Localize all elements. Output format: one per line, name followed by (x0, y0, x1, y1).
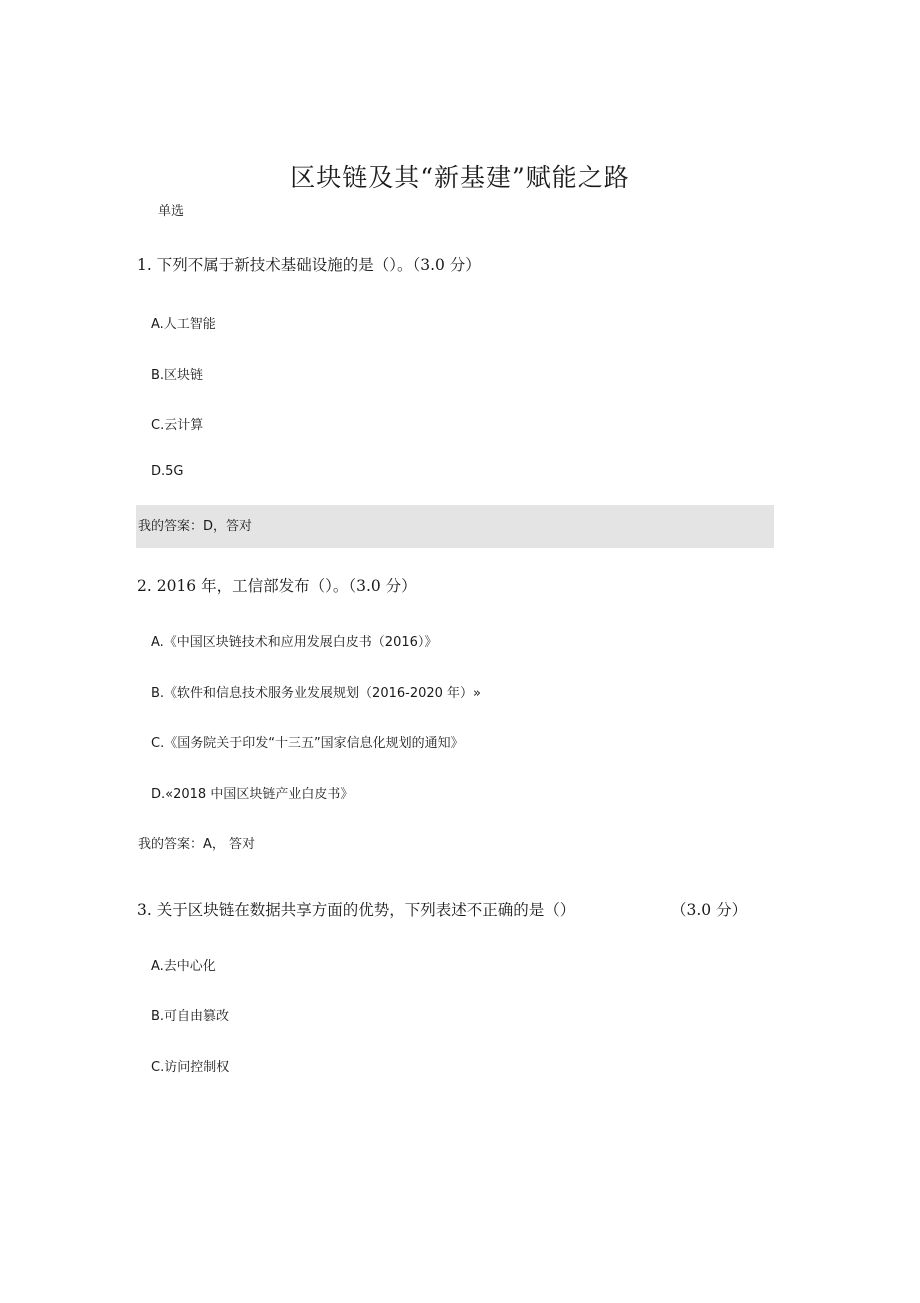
question-2-option-d[interactable]: D.«2018 中国区块链产业白皮书》 (151, 787, 354, 802)
question-1-option-d[interactable]: D.5G (151, 464, 184, 479)
question-1-option-c[interactable]: C.云计算 (151, 418, 204, 433)
question-3-option-c[interactable]: C.访问控制权 (151, 1060, 230, 1075)
question-3-score: （3.0 分） (671, 901, 748, 919)
question-1-option-a[interactable]: A.人工智能 (151, 317, 216, 332)
document-title: 区块链及其“新基建”赋能之路 (290, 163, 630, 192)
question-3-option-b[interactable]: B.可自由篡改 (151, 1009, 230, 1024)
question-1-text: 1. 下列不属于新技术基础设施的是（）。（3.0 分） (137, 256, 481, 274)
question-2-text: 2. 2016 年，工信部发布（）。（3.0 分） (137, 577, 417, 595)
question-2-answer: 我的答案：A， 答对 (138, 837, 256, 852)
question-2-option-c[interactable]: C.《国务院关于印发“十三五”国家信息化规划的通知》 (151, 736, 464, 751)
question-1-option-b[interactable]: B.区块链 (151, 368, 204, 383)
question-2-option-b[interactable]: B.《软件和信息技术服务业发展规划（2016-2020 年）» (151, 686, 481, 701)
question-3-text: 3. 关于区块链在数据共享方面的优势，下列表述不正确的是（） (137, 901, 576, 919)
question-1-answer: 我的答案：D，答对 (136, 505, 774, 548)
section-label: 单选 (158, 204, 185, 219)
question-3-option-a[interactable]: A.去中心化 (151, 959, 216, 974)
question-2-option-a[interactable]: A.《中国区块链技术和应用发展白皮书（2016）》 (151, 635, 438, 650)
